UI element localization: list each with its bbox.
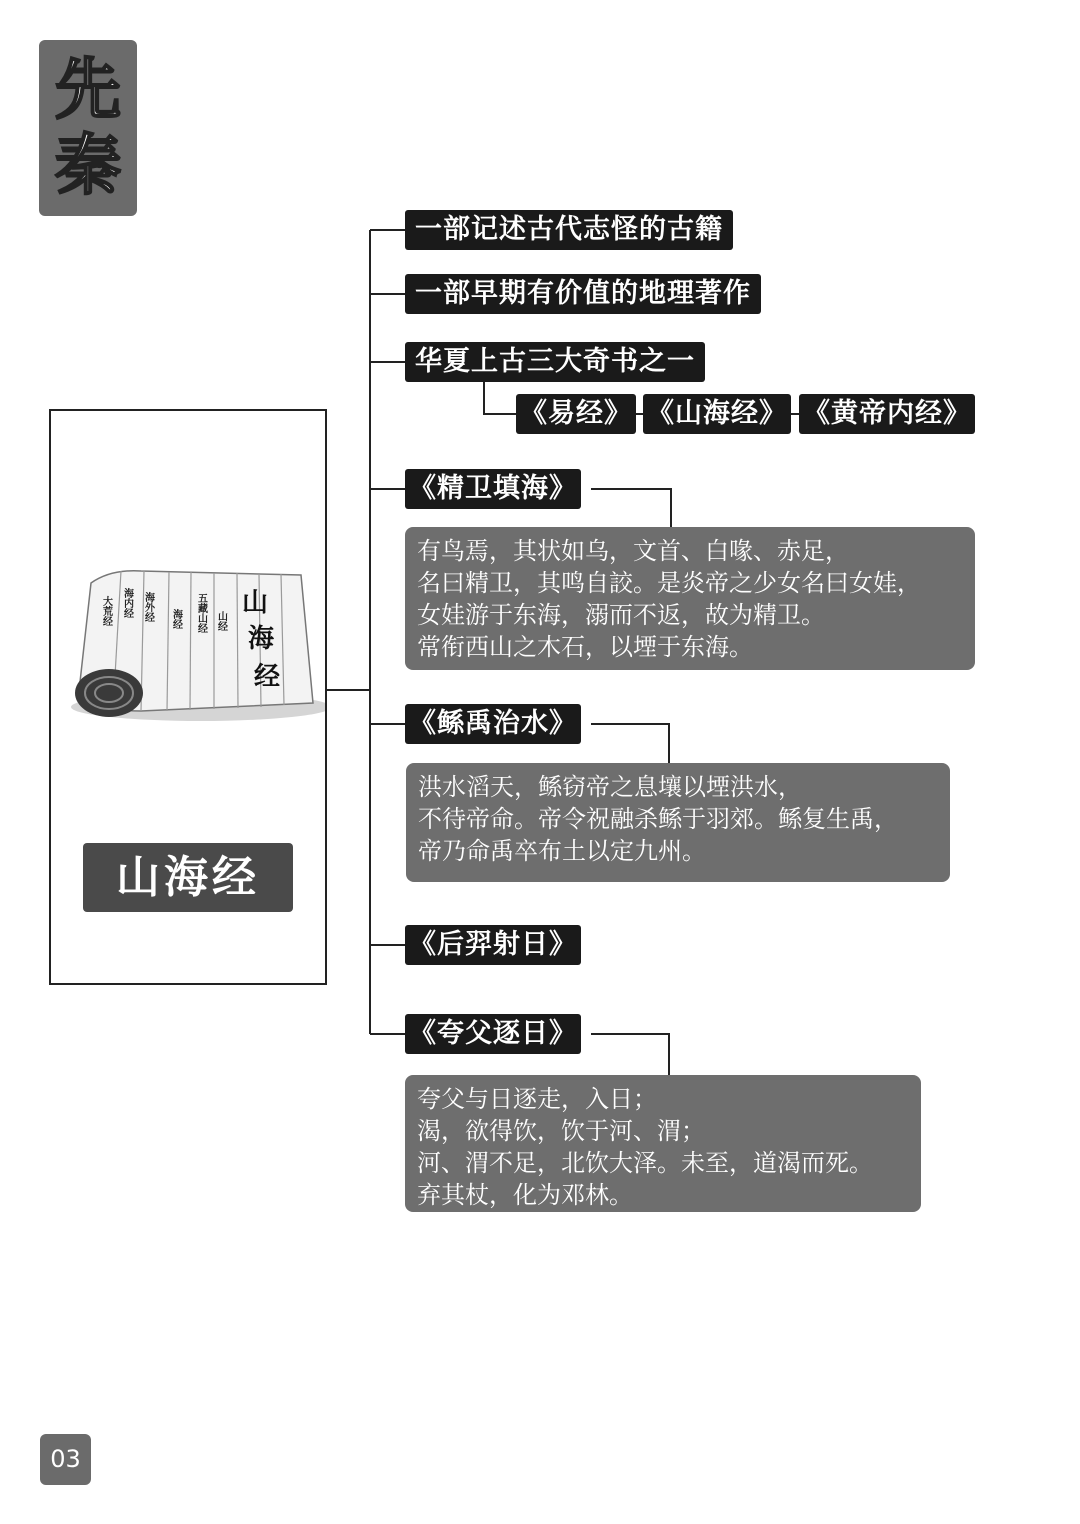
story-text-kuafu: 夸父与日逐走，入日； 渴，欲得饮，饮于河、渭； 河、渭不足，北饮大泽。未至，道渴而死。 弃其杖，化为邓林。 xyxy=(405,1075,921,1212)
scroll-volume-3: 海外经 xyxy=(142,592,154,622)
story-text-gunyu: 洪水滔天，鲧窃帝之息壤以堙洪水， 不待帝命。帝令祝融杀鲧于羽郊。鲧复生禹， 帝乃命禹卒布土以定九州。 xyxy=(406,763,950,882)
scroll-volume-2: 海内经 xyxy=(121,588,133,618)
book-title: 山海经 xyxy=(83,843,293,912)
qishu-huangdineijing: 《黄帝内经》 xyxy=(799,394,975,434)
story-title-kuafu: 《夸父逐日》 xyxy=(405,1014,581,1054)
scroll-volume-4: 海经 xyxy=(170,609,182,629)
era-char-2: 秦 xyxy=(55,127,121,204)
fact-tag-3: 华夏上古三大奇书之一 xyxy=(405,342,705,382)
story-title-gunyu: 《鲧禹治水》 xyxy=(405,704,581,744)
qishu-yijing: 《易经》 xyxy=(516,394,636,434)
scroll-title-3: 经 xyxy=(253,662,281,692)
story-text-jingwei: 有鸟焉，其状如乌，文首、白喙、赤足， 名曰精卫，其鸣自詨。是炎帝之少女名曰女娃， 女娃游于东海，溺而不返，故为精卫。 常衔西山之木石，以堙于东海。 xyxy=(405,527,975,670)
story-title-houyi: 《后羿射日》 xyxy=(405,925,581,965)
bamboo-scroll-icon xyxy=(75,571,313,717)
scroll-volume-1: 大荒经 xyxy=(100,596,112,626)
scroll-title-1: 山 xyxy=(241,588,269,618)
story-title-jingwei: 《精卫填海》 xyxy=(405,469,581,509)
era-char-1: 先 xyxy=(55,51,121,128)
scroll-title-2: 海 xyxy=(247,624,275,654)
page-number: 03 xyxy=(40,1434,91,1485)
qishu-shanhaijing: 《山海经》 xyxy=(643,394,791,434)
scroll-volume-5: 五藏山经 xyxy=(195,593,207,633)
fact-tag-1: 一部记述古代志怪的古籍 xyxy=(405,210,733,250)
fact-tag-2: 一部早期有价值的地理著作 xyxy=(405,274,761,314)
scroll-volume-6: 山经 xyxy=(215,611,227,631)
